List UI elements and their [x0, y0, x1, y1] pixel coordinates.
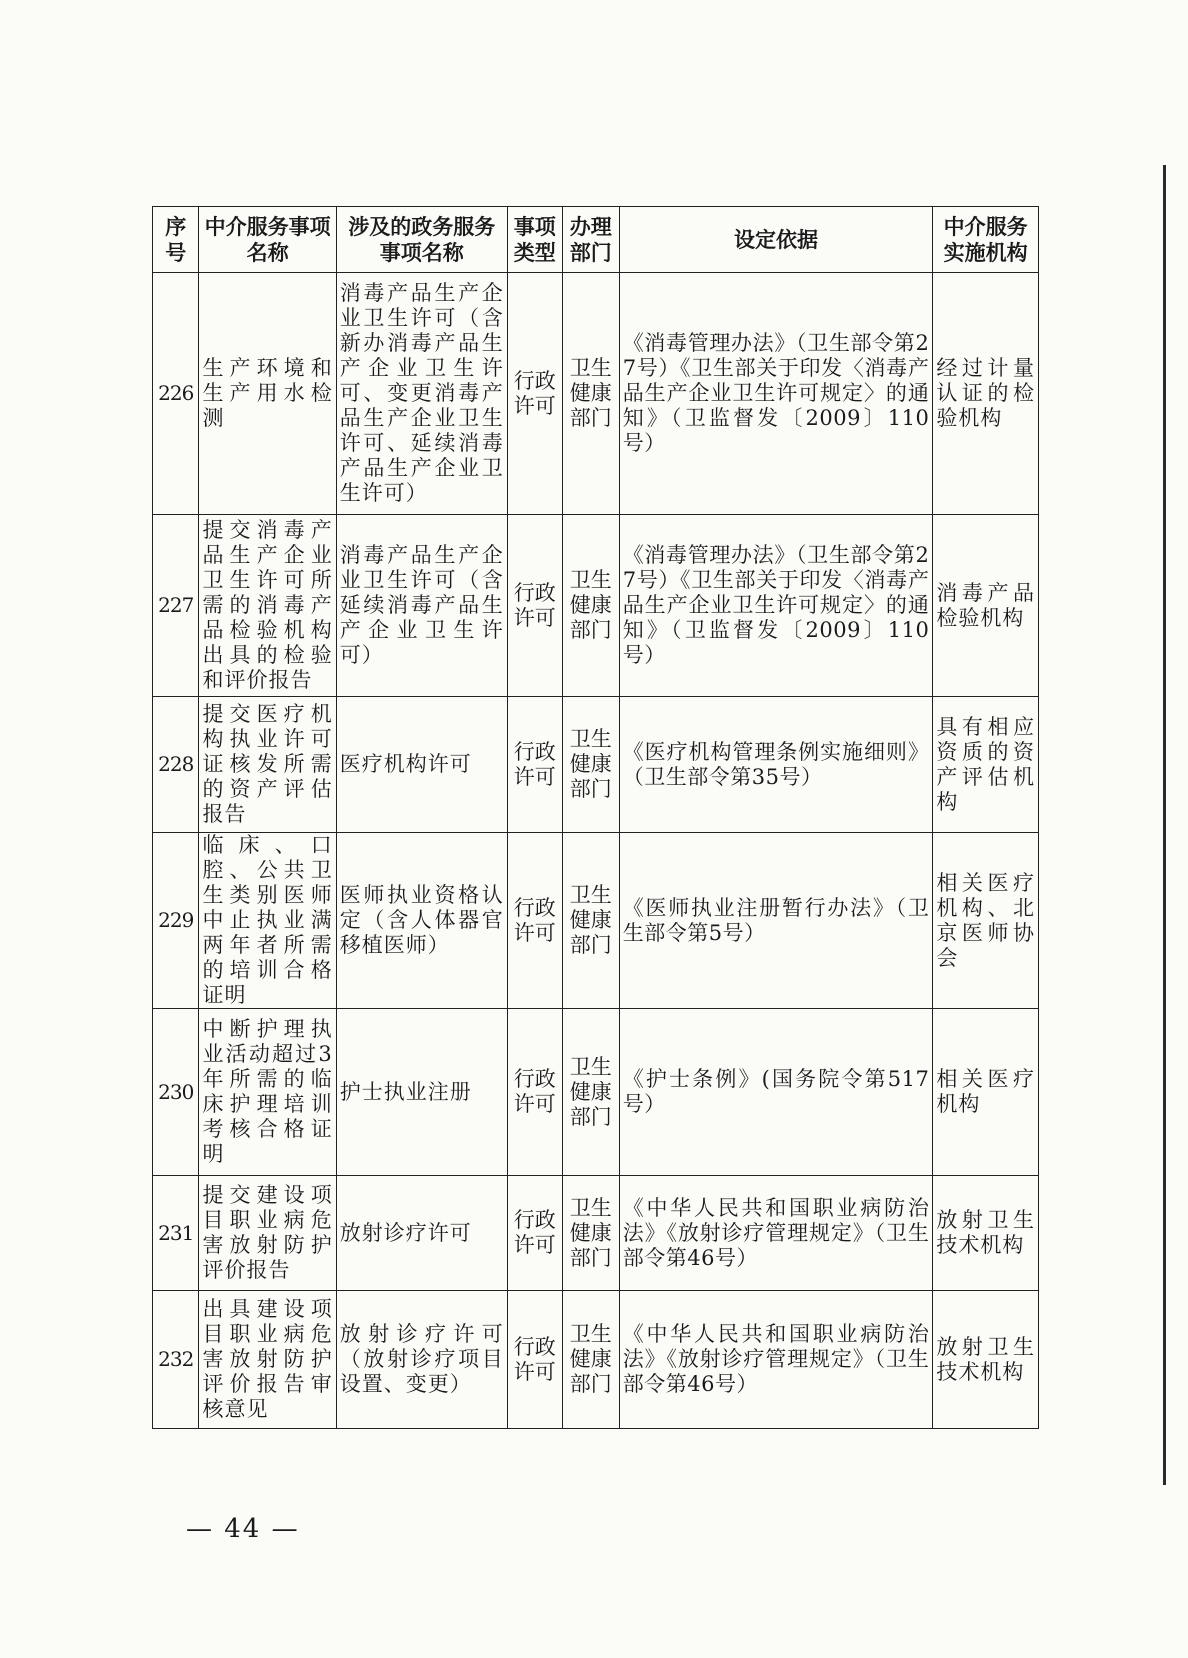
row-implementing-org: 放射卫生技术机构 — [933, 1291, 1039, 1429]
intermediary-services-table-wrapper — [152, 206, 1039, 1429]
row-gov-service: 医师执业资格认定（含人体器官移植医师） — [336, 833, 507, 1009]
row-legal-basis: 《医师执业注册暂行办法》（卫生部令第5号） — [619, 833, 933, 1009]
row-gov-service: 放射诊疗许可（放射诊疗项目设置、变更） — [336, 1291, 507, 1429]
row-department: 卫生健康部门 — [562, 697, 619, 833]
table-header-row — [153, 207, 1039, 273]
row-department: 卫生健康部门 — [562, 515, 619, 697]
row-seq: 232 — [153, 1291, 199, 1429]
row-seq: 227 — [153, 515, 199, 697]
row-implementing-org: 消毒产品检验机构 — [933, 515, 1039, 697]
row-item-type: 行政许可 — [507, 697, 562, 833]
table-row — [153, 515, 1039, 697]
row-service-name: 临床、口腔、公共卫生类别医师中止执业满两年者所需的培训合格证明 — [199, 833, 336, 1009]
row-service-name: 出具建设项目职业病危害放射防护评价报告审核意见 — [199, 1291, 336, 1429]
row-item-type: 行政许可 — [507, 1291, 562, 1429]
row-seq: 231 — [153, 1176, 199, 1291]
row-gov-service: 放射诊疗许可 — [336, 1176, 507, 1291]
row-legal-basis: 《医疗机构管理条例实施细则》（卫生部令第35号） — [619, 697, 933, 833]
row-department: 卫生健康部门 — [562, 1176, 619, 1291]
row-service-name: 中断护理执业活动超过3年所需的临床护理培训考核合格证明 — [199, 1009, 336, 1176]
row-gov-service: 消毒产品生产企业卫生许可（含新办消毒产品生产企业卫生许可、变更消毒产品生产企业卫生许可、延续消毒产品生产企业卫生许可） — [336, 273, 507, 515]
header-implementing-org: 中介服务实施机构 — [933, 207, 1039, 273]
row-item-type: 行政许可 — [507, 273, 562, 515]
table-row — [153, 833, 1039, 1009]
table-row — [153, 1291, 1039, 1429]
row-implementing-org: 相关医疗机构 — [933, 1009, 1039, 1176]
table-row — [153, 1176, 1039, 1291]
row-service-name: 提交建设项目职业病危害放射防护评价报告 — [199, 1176, 336, 1291]
row-service-name: 提交消毒产品生产企业卫生许可所需的消毒产品检验机构出具的检验和评价报告 — [199, 515, 336, 697]
row-legal-basis: 《消毒管理办法》（卫生部令第27号）《卫生部关于印发〈消毒产品生产企业卫生许可规定〉的通知》（卫监督发〔2009〕110号） — [619, 515, 933, 697]
row-seq: 228 — [153, 697, 199, 833]
row-implementing-org: 放射卫生技术机构 — [933, 1176, 1039, 1291]
row-service-name: 生产环境和生产用水检测 — [199, 273, 336, 515]
row-legal-basis: 《消毒管理办法》（卫生部令第27号）《卫生部关于印发〈消毒产品生产企业卫生许可规定〉的通知》（卫监督发〔2009〕110号） — [619, 273, 933, 515]
page-number: — 44 — — [186, 1514, 300, 1544]
row-seq: 229 — [153, 833, 199, 1009]
row-legal-basis: 《中华人民共和国职业病防治法》《放射诊疗管理规定》（卫生部令第46号） — [619, 1291, 933, 1429]
row-legal-basis: 《护士条例》(国务院令第517号） — [619, 1009, 933, 1176]
row-implementing-org: 相关医疗机构、北京医师协会 — [933, 833, 1039, 1009]
header-gov-service: 涉及的政务服务事项名称 — [336, 207, 507, 273]
row-seq: 226 — [153, 273, 199, 515]
row-item-type: 行政许可 — [507, 833, 562, 1009]
header-service-name: 中介服务事项名称 — [199, 207, 336, 273]
row-department: 卫生健康部门 — [562, 1009, 619, 1176]
table-row — [153, 273, 1039, 515]
row-gov-service: 医疗机构许可 — [336, 697, 507, 833]
row-department: 卫生健康部门 — [562, 833, 619, 1009]
row-service-name: 提交医疗机构执业许可证核发所需的资产评估报告 — [199, 697, 336, 833]
row-item-type: 行政许可 — [507, 1176, 562, 1291]
row-gov-service: 消毒产品生产企业卫生许可（含延续消毒产品生产企业卫生许可） — [336, 515, 507, 697]
row-department: 卫生健康部门 — [562, 273, 619, 515]
row-gov-service: 护士执业注册 — [336, 1009, 507, 1176]
row-legal-basis: 《中华人民共和国职业病防治法》《放射诊疗管理规定》（卫生部令第46号） — [619, 1176, 933, 1291]
header-legal-basis: 设定依据 — [619, 207, 933, 273]
row-implementing-org: 经过计量认证的检验机构 — [933, 273, 1039, 515]
header-item-type: 事项类型 — [507, 207, 562, 273]
row-item-type: 行政许可 — [507, 515, 562, 697]
row-seq: 230 — [153, 1009, 199, 1176]
table-row — [153, 1009, 1039, 1176]
scan-edge-mark — [1163, 165, 1166, 1485]
header-department: 办理部门 — [562, 207, 619, 273]
intermediary-services-table — [152, 206, 1039, 1429]
row-item-type: 行政许可 — [507, 1009, 562, 1176]
table-row — [153, 697, 1039, 833]
header-seq: 序号 — [153, 207, 199, 273]
row-department: 卫生健康部门 — [562, 1291, 619, 1429]
row-implementing-org: 具有相应资质的资产评估机构 — [933, 697, 1039, 833]
